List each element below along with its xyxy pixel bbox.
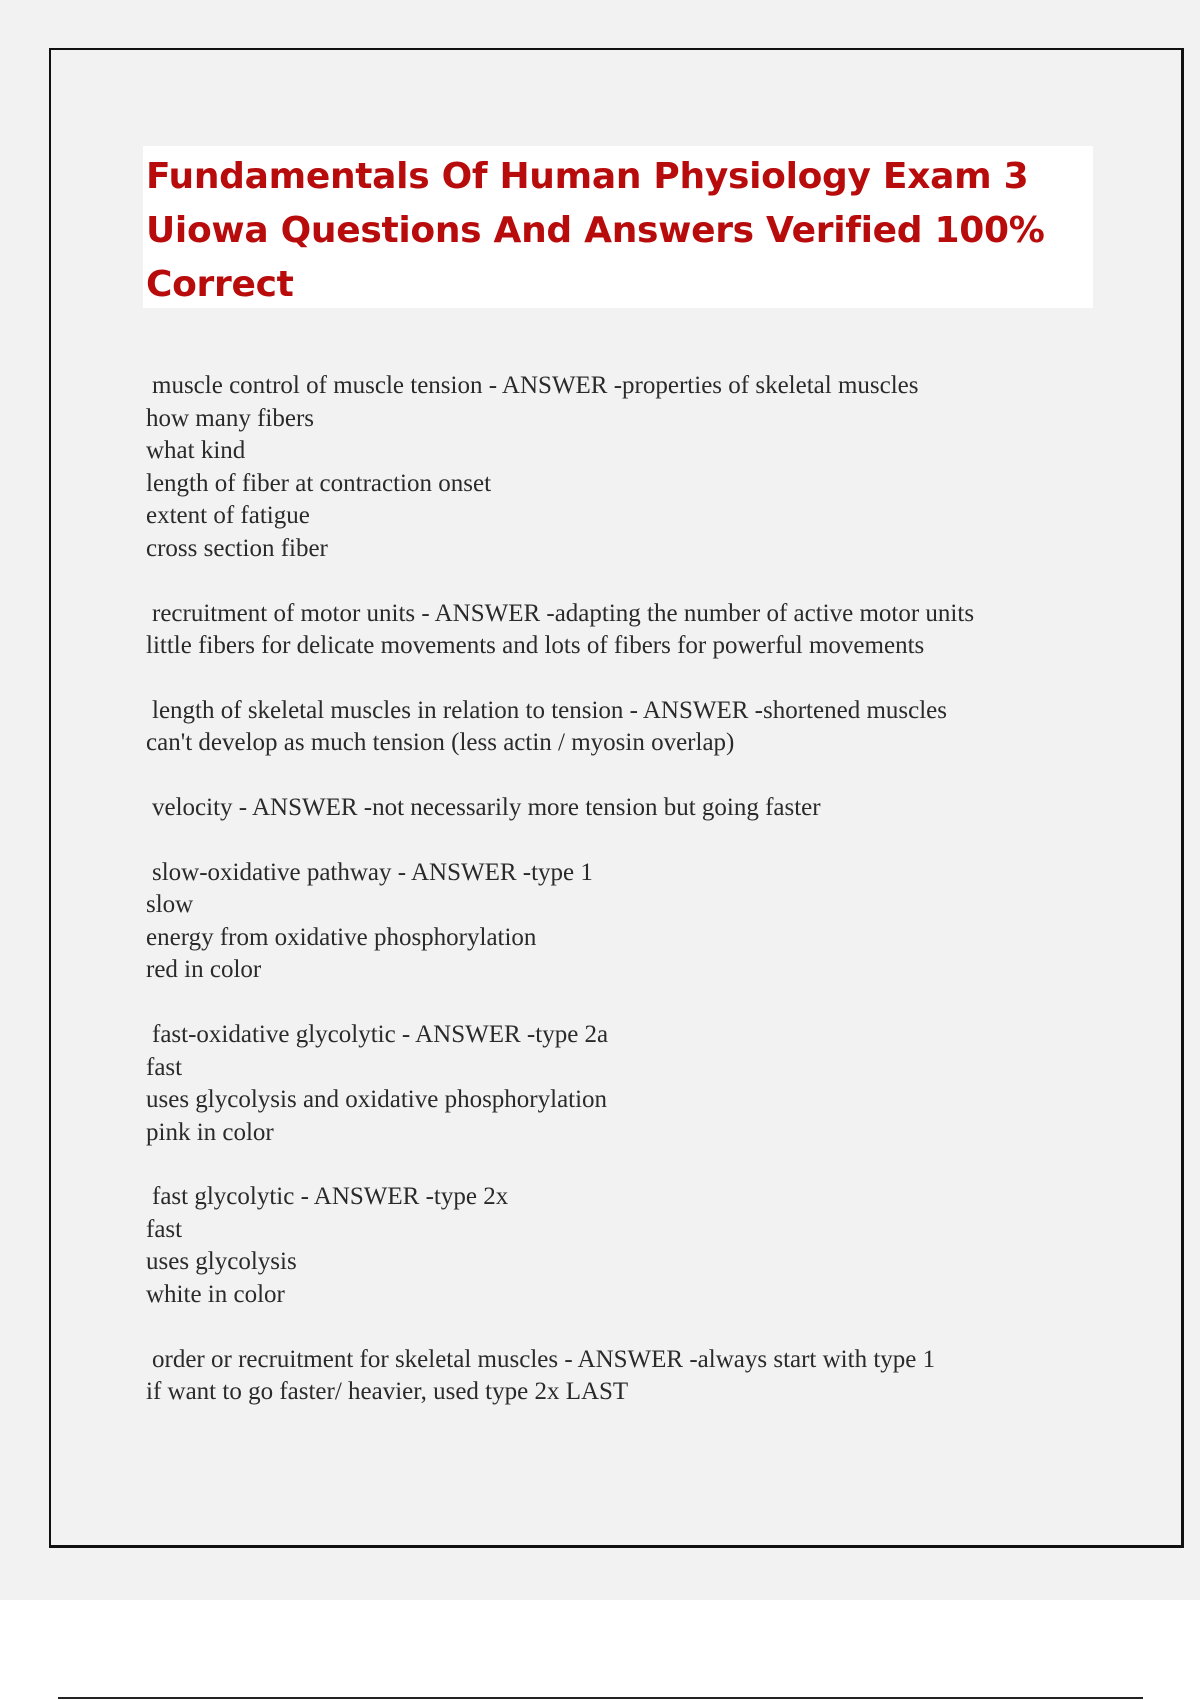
qa-answer-detail: fast	[146, 1053, 183, 1081]
qa-item	[146, 695, 1106, 760]
qa-answer-detail: little fibers for delicate movements and lots of fibers for powerful movements	[146, 632, 925, 660]
qa-answer-detail: white in color	[146, 1281, 285, 1309]
qa-question-answer: order or recruitment for skeletal muscles - ANSWER -always start with type 1	[152, 1345, 936, 1373]
qa-answer-detail: extent of fatigue	[146, 502, 310, 530]
qa-answer-detail: fast	[146, 1215, 183, 1243]
qa-item	[146, 1181, 1106, 1311]
qa-item	[146, 1019, 1106, 1149]
qa-question-answer: recruitment of motor units - ANSWER -adapting the number of active motor units	[152, 599, 975, 627]
qa-answer-detail: pink in color	[146, 1118, 274, 1146]
qa-item	[146, 857, 1106, 987]
qa-answer-detail: energy from oxidative phosphorylation	[146, 923, 537, 951]
title-line: Correct	[146, 264, 294, 305]
next-page-area	[0, 1600, 1200, 1700]
qa-list	[146, 370, 1106, 1441]
qa-question-answer: slow-oxidative pathway - ANSWER -type 1	[152, 858, 593, 886]
qa-question-answer: muscle control of muscle tension - ANSWER -properties of skeletal muscles	[152, 372, 919, 399]
qa-answer-detail: slow	[146, 891, 194, 919]
qa-answer-detail: how many fibers	[146, 404, 315, 432]
qa-answer-detail: cross section fiber	[146, 534, 328, 562]
qa-item	[146, 370, 1106, 566]
page-divider	[58, 1697, 1143, 1699]
title-line: Uiowa Questions And Answers Verified 100%	[146, 210, 1045, 251]
qa-answer-detail: uses glycolysis and oxidative phosphorylation	[146, 1086, 608, 1114]
qa-answer-detail: uses glycolysis	[146, 1248, 297, 1276]
qa-item	[146, 598, 1106, 663]
title-box	[143, 146, 1093, 308]
qa-question-answer: fast-oxidative glycolytic - ANSWER -type 2a	[152, 1020, 609, 1048]
qa-question-answer: fast glycolytic - ANSWER -type 2x	[152, 1183, 509, 1211]
qa-answer-detail: red in color	[146, 956, 262, 984]
qa-answer-detail: can't develop as much tension (less actin / myosin overlap)	[146, 729, 735, 757]
qa-answer-detail: what kind	[146, 437, 246, 465]
qa-question-answer: length of skeletal muscles in relation to tension - ANSWER -shortened muscles	[152, 696, 947, 724]
qa-item	[146, 1344, 1106, 1409]
document-title	[146, 150, 1089, 312]
qa-question-answer: velocity - ANSWER -not necessarily more tension but going faster	[152, 793, 821, 821]
qa-answer-detail: if want to go faster/ heavier, used type 2x LAST	[146, 1378, 629, 1406]
qa-item	[146, 792, 1106, 825]
title-line: Fundamentals Of Human Physiology Exam 3	[146, 156, 1029, 197]
qa-answer-detail: length of fiber at contraction onset	[146, 469, 492, 497]
